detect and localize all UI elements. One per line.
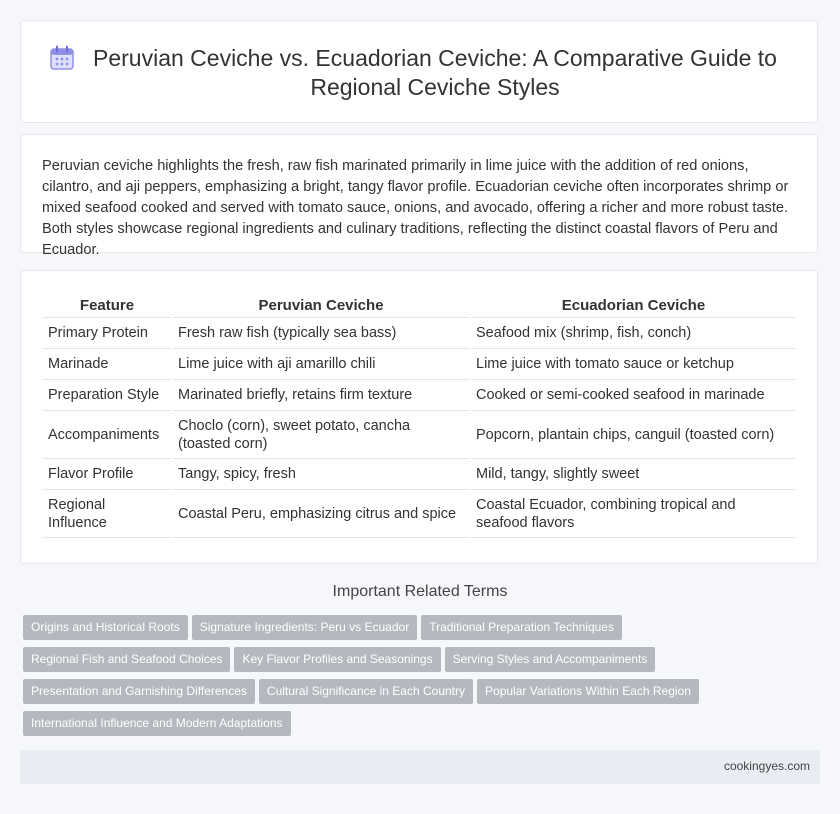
table-row	[43, 380, 796, 411]
related-term-tag[interactable]: Cultural Significance in Each Country	[259, 679, 473, 704]
feature-cell: Flavor Profile	[43, 459, 171, 490]
intro-paragraph: Peruvian ceviche highlights the fresh, raw fish marinated primarily in lime juice with the addition of red onions, cilantro, and aji peppers, emphasizing a bright, tangy flavor profile. Ecuadorian ceviche often incorporates shrimp or mixed seafood cooked and served with tomato sauce, onions, and avocado, offering a richer and more robust taste. Both styles showcase regional ingredients and culinary traditions, reflecting the distinct coastal flavors of Peru and Ecuador.	[42, 158, 789, 258]
ecuadorian-cell: Cooked or semi-cooked seafood in marinade	[471, 380, 796, 411]
feature-cell: Preparation Style	[43, 380, 171, 411]
title-card	[20, 20, 818, 123]
feature-cell: Marinade	[43, 349, 171, 380]
footer	[20, 750, 820, 784]
intro-card	[20, 134, 818, 258]
related-terms-heading: Important Related Terms	[332, 583, 508, 600]
column-header: Feature	[43, 297, 171, 318]
feature-cell: Primary Protein	[43, 318, 171, 349]
peruvian-cell: Tangy, spicy, fresh	[173, 459, 469, 490]
feature-cell: Regional Influence	[43, 490, 171, 538]
peruvian-cell: Choclo (corn), sweet potato, cancha (toasted corn)	[173, 411, 469, 459]
peruvian-cell: Lime juice with aji amarillo chili	[173, 349, 469, 380]
table-row	[43, 318, 796, 349]
related-term-tag[interactable]: Origins and Historical Roots	[23, 615, 188, 640]
table-row	[43, 459, 796, 490]
table-header-row	[43, 297, 796, 318]
table-row	[43, 349, 796, 380]
ecuadorian-cell: Seafood mix (shrimp, fish, conch)	[471, 318, 796, 349]
ecuadorian-cell: Mild, tangy, slightly sweet	[471, 459, 796, 490]
related-term-tag[interactable]: Popular Variations Within Each Region	[477, 679, 699, 704]
related-term-tag[interactable]: Signature Ingredients: Peru vs Ecuador	[192, 615, 417, 640]
comparison-table	[41, 297, 798, 538]
related-terms-list	[23, 615, 763, 743]
column-header: Peruvian Ceviche	[173, 297, 469, 318]
related-term-tag[interactable]: Traditional Preparation Techniques	[421, 615, 622, 640]
page-title: Peruvian Ceviche vs. Ecuadorian Ceviche: A Comparative Guide to Regional Ceviche Styles	[93, 45, 777, 100]
related-term-tag[interactable]: Key Flavor Profiles and Seasonings	[234, 647, 440, 672]
site-credit-link[interactable]: cookingyes.com	[723, 759, 810, 773]
peruvian-cell: Fresh raw fish (typically sea bass)	[173, 318, 469, 349]
related-term-tag[interactable]: Regional Fish and Seafood Choices	[23, 647, 230, 672]
related-term-tag[interactable]: Serving Styles and Accompaniments	[445, 647, 656, 672]
feature-cell: Accompaniments	[43, 411, 171, 459]
ecuadorian-cell: Lime juice with tomato sauce or ketchup	[471, 349, 796, 380]
related-term-tag[interactable]: International Influence and Modern Adaptations	[23, 711, 291, 736]
ecuadorian-cell: Popcorn, plantain chips, canguil (toasted corn)	[471, 411, 796, 459]
related-term-tag[interactable]: Presentation and Garnishing Differences	[23, 679, 255, 704]
peruvian-cell: Coastal Peru, emphasizing citrus and spice	[173, 490, 469, 538]
table-row	[43, 490, 796, 538]
table-row	[43, 411, 796, 459]
peruvian-cell: Marinated briefly, retains firm texture	[173, 380, 469, 411]
comparison-card	[20, 270, 818, 564]
column-header: Ecuadorian Ceviche	[471, 297, 796, 318]
ecuadorian-cell: Coastal Ecuador, combining tropical and seafood flavors	[471, 490, 796, 538]
